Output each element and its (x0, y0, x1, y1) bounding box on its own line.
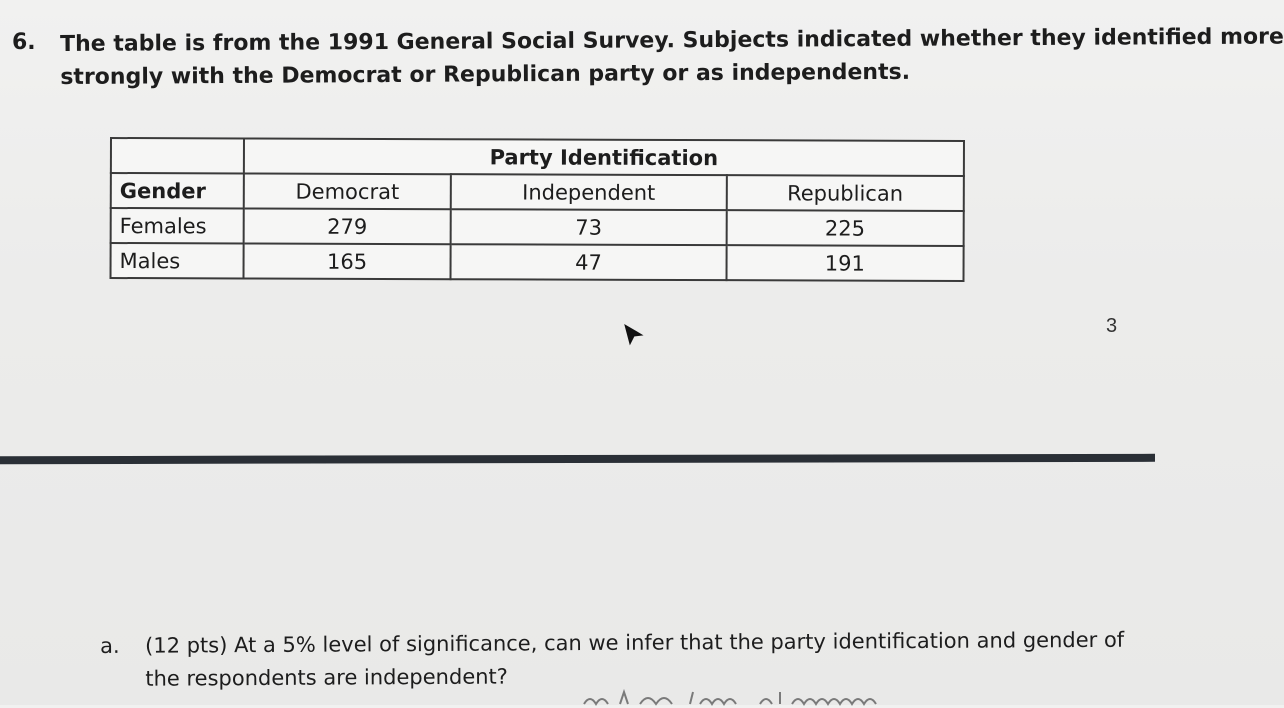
table-cell: Females (111, 208, 244, 243)
table-cell: 47 (451, 244, 726, 280)
column-header-democrat: Democrat (244, 173, 452, 209)
table-cell: 225 (726, 210, 964, 246)
table-group-header-row (111, 138, 964, 176)
handwriting-scribble (580, 688, 940, 708)
mouse-pointer-icon (622, 323, 646, 347)
table-row (111, 208, 964, 246)
table-row (111, 243, 964, 281)
question-line-1: The table is from the 1991 General Social Survey. Subjects indicated whether they identified more (60, 24, 1284, 57)
sub-question-a (100, 624, 1140, 696)
question-line-2: strongly with the Democrat or Republican party or as independents. (60, 59, 911, 90)
column-header-gender: Gender (111, 173, 244, 208)
table-cell: 73 (451, 209, 726, 245)
table-header-row (111, 173, 964, 211)
sub-question-line-1 (100, 624, 1140, 663)
sub-question-letter: a. (100, 633, 120, 658)
table-cell: 165 (243, 243, 451, 279)
party-identification-table (110, 137, 965, 282)
table-cell: Males (111, 243, 244, 278)
table-group-header: Party Identification (244, 138, 964, 176)
question-text (60, 21, 1284, 94)
page-divider (0, 454, 1155, 464)
page-number: 3 (1106, 315, 1118, 337)
column-header-republican: Republican (726, 175, 964, 211)
column-header-independent: Independent (451, 174, 726, 210)
table-corner-cell (111, 138, 244, 173)
table-cell: 191 (726, 245, 964, 281)
table-cell: 279 (243, 208, 451, 244)
question-number: 6. (12, 30, 36, 55)
sub-question-text-1: (12 pts) At a 5% level of significance, can we infer that the party identification and gender of (145, 627, 1125, 658)
sub-question-line-2: the respondents are independent? (145, 664, 508, 691)
